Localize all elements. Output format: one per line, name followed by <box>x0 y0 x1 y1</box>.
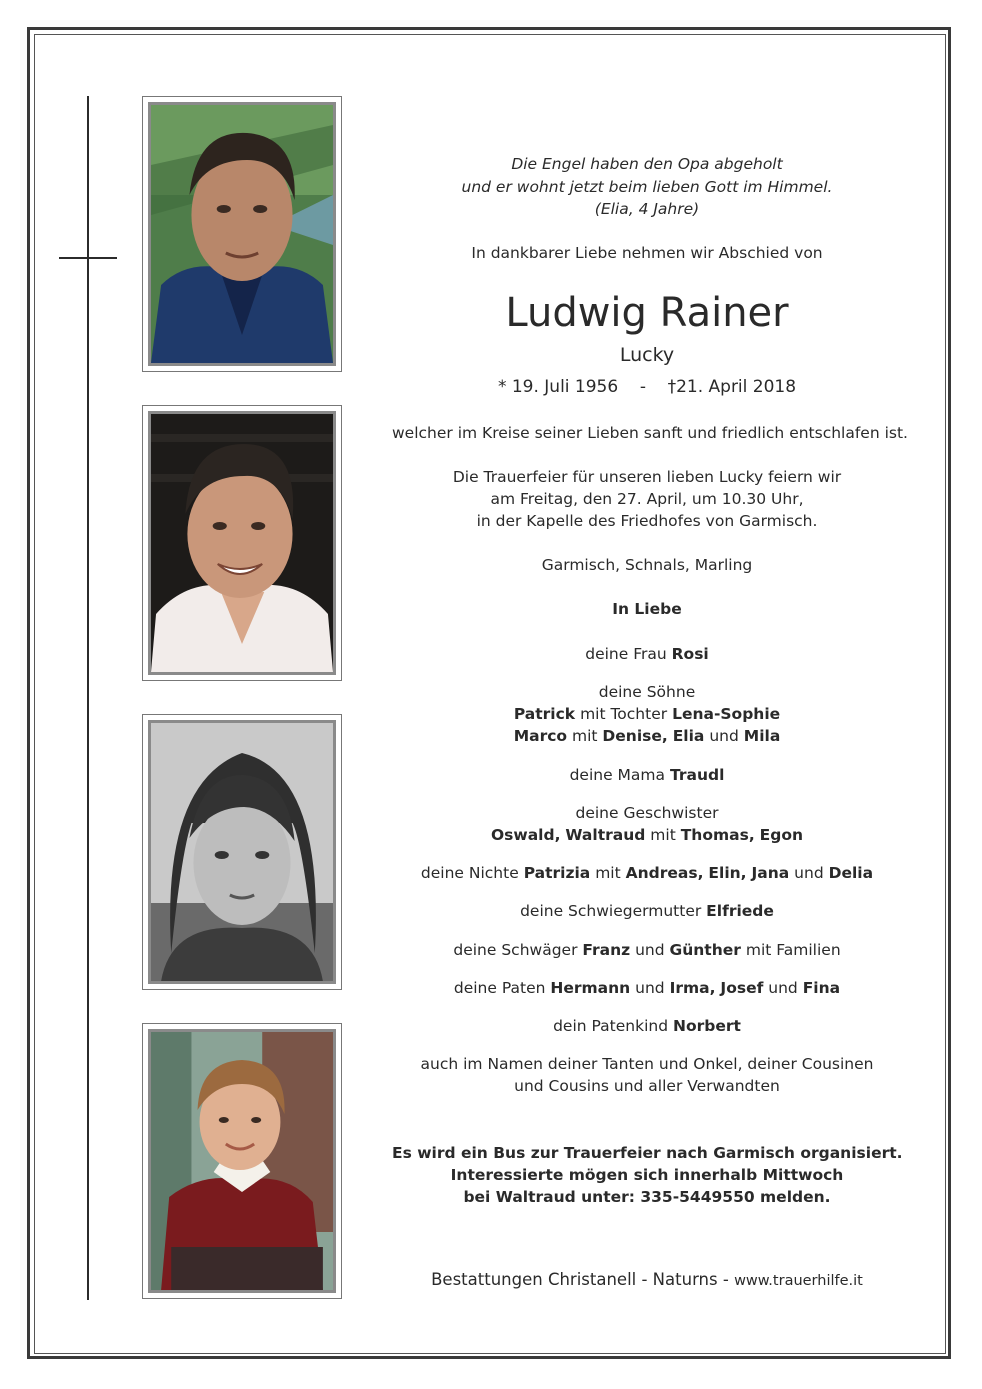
deceased-nickname: Lucky <box>619 344 675 366</box>
ceremony-line-1: Die Trauerfeier für unseren lieben Lucky feiern wir <box>452 468 842 486</box>
niece-and: und <box>794 864 824 882</box>
quote-attribution: (Elia, 4 Jahre) <box>594 200 700 218</box>
footer <box>392 1269 902 1292</box>
mourner-mother-in-law <box>392 900 902 922</box>
niece-child-2: Jana <box>751 864 790 882</box>
son-2-line <box>392 725 902 747</box>
sibling-3: Egon <box>759 826 804 844</box>
mourner-siblings <box>392 802 902 846</box>
in-love-label: In Liebe <box>612 600 682 618</box>
quote-line-1: Die Engel haben den Opa abgeholt <box>511 155 783 173</box>
portrait-image-2 <box>151 414 333 672</box>
portrait-photo-2 <box>142 405 342 681</box>
niece-child-3: Delia <box>828 864 874 882</box>
son-2-comma: , <box>661 727 668 745</box>
quote-line-2: und er wohnt jetzt beim lieben Gott im Himmel. <box>461 177 833 196</box>
niece-comma-1: , <box>697 864 704 882</box>
passing-text: welcher im Kreise seiner Lieben sanft und friedlich entschlafen ist. <box>392 424 908 442</box>
son-2-child-2: Mila <box>743 727 781 745</box>
relatives-block <box>392 1053 902 1097</box>
niece-child-1: Elin <box>708 864 741 882</box>
portrait-image-4 <box>151 1032 333 1290</box>
birth-symbol: * <box>497 377 507 397</box>
website-link[interactable]: www.trauerhilfe.it <box>734 1273 863 1289</box>
birth-date: 19. Juli 1956 <box>511 377 619 397</box>
brothers-in-law-and: und <box>635 941 665 959</box>
godparent-3: Josef <box>720 979 764 997</box>
mother-name: Traudl <box>669 766 725 784</box>
son-2-name: Marco <box>513 727 568 745</box>
quote-block <box>392 153 902 221</box>
son-1-child: Lena-Sophie <box>672 705 781 723</box>
portrait-photo-4 <box>142 1023 342 1299</box>
portrait-photo-3 <box>142 714 342 990</box>
sons-label: deine Söhne <box>598 683 696 701</box>
niece-with: mit <box>595 864 621 882</box>
wife-name: Rosi <box>671 645 709 663</box>
sibling-partner: Thomas <box>680 826 749 844</box>
places-text: Garmisch, Schnals, Marling <box>541 556 753 574</box>
life-dates <box>392 375 902 399</box>
son-1-line <box>392 703 902 725</box>
brothers-in-law-prefix: deine Schwäger <box>453 941 578 959</box>
mourner-brothers-in-law <box>392 939 902 961</box>
niece-partner: Andreas <box>625 864 698 882</box>
siblings-comma-2: , <box>748 826 755 844</box>
relatives-line-2: und Cousins und aller Verwandten <box>514 1077 780 1095</box>
siblings-label: deine Geschwister <box>575 804 719 822</box>
godparents-and-1: und <box>635 979 665 997</box>
ceremony-line-3: in der Kapelle des Friedhofes von Garmisch. <box>476 512 818 530</box>
mother-in-law-name: Elfriede <box>706 902 774 920</box>
bus-notice-line-2: Interessierte mögen sich innerhalb Mittwoch <box>450 1166 844 1184</box>
son-2-with: mit <box>572 727 598 745</box>
ceremony-line-2: am Freitag, den 27. April, um 10.30 Uhr, <box>490 490 804 508</box>
portrait-photo-1 <box>142 96 342 372</box>
godparent-4: Fina <box>802 979 841 997</box>
godparent-2: Irma <box>669 979 710 997</box>
godparent-1: Hermann <box>550 979 631 997</box>
siblings-line <box>392 824 902 846</box>
bus-notice-line-1: Es wird ein Bus zur Trauerfeier nach Garmisch organisiert. <box>392 1144 903 1162</box>
intro-text: In dankbarer Liebe nehmen wir Abschied von <box>471 244 823 262</box>
son-2-child-1: Elia <box>672 727 705 745</box>
son-1-name: Patrick <box>513 705 576 723</box>
mourner-godparents <box>392 977 902 999</box>
cross-vertical-bar <box>87 96 89 1300</box>
godchild-name: Norbert <box>672 1017 741 1035</box>
death-date: 21. April 2018 <box>676 377 797 397</box>
relatives-line-1: auch im Namen deiner Tanten und Onkel, deiner Cousinen <box>420 1055 874 1073</box>
sibling-2: Waltraud <box>565 826 646 844</box>
siblings-comma-1: , <box>554 826 561 844</box>
son-2-and: und <box>709 727 739 745</box>
brother-in-law-2: Günther <box>669 941 741 959</box>
date-separator: - <box>639 377 646 397</box>
mourner-godchild <box>392 1015 902 1037</box>
deceased-name: Ludwig Rainer <box>505 290 789 336</box>
bus-notice <box>392 1142 902 1208</box>
ceremony-block <box>392 466 902 532</box>
siblings-with: mit <box>650 826 676 844</box>
portrait-image-3 <box>151 723 333 981</box>
sibling-1: Oswald <box>490 826 555 844</box>
son-1-with: mit Tochter <box>580 705 668 723</box>
in-love-heading <box>392 598 902 620</box>
mother-in-law-prefix: deine Schwiegermutter <box>520 902 702 920</box>
cross-horizontal-bar <box>59 257 117 259</box>
wife-prefix: deine Frau <box>585 645 667 663</box>
godparents-and-2: und <box>768 979 798 997</box>
portrait-image-1 <box>151 105 333 363</box>
bus-notice-line-3: bei Waltraud unter: 335-5449550 melden. <box>463 1188 831 1206</box>
niece-comma-2: , <box>740 864 747 882</box>
mourner-wife <box>392 643 902 665</box>
funeral-home-name: Bestattungen Christanell - Naturns - <box>431 1270 729 1289</box>
mourner-mother <box>392 764 902 786</box>
niece-name: Patrizia <box>523 864 591 882</box>
brothers-in-law-suffix: mit Familien <box>745 941 841 959</box>
death-symbol: † <box>667 377 677 397</box>
godchild-prefix: dein Patenkind <box>553 1017 669 1035</box>
niece-prefix: deine Nichte <box>420 864 519 882</box>
godparents-comma: , <box>709 979 716 997</box>
mourner-niece <box>392 862 902 884</box>
brother-in-law-1: Franz <box>582 941 631 959</box>
mother-prefix: deine Mama <box>569 766 666 784</box>
godparents-prefix: deine Paten <box>453 979 546 997</box>
son-2-partner: Denise <box>602 727 662 745</box>
mourner-sons <box>392 681 902 747</box>
